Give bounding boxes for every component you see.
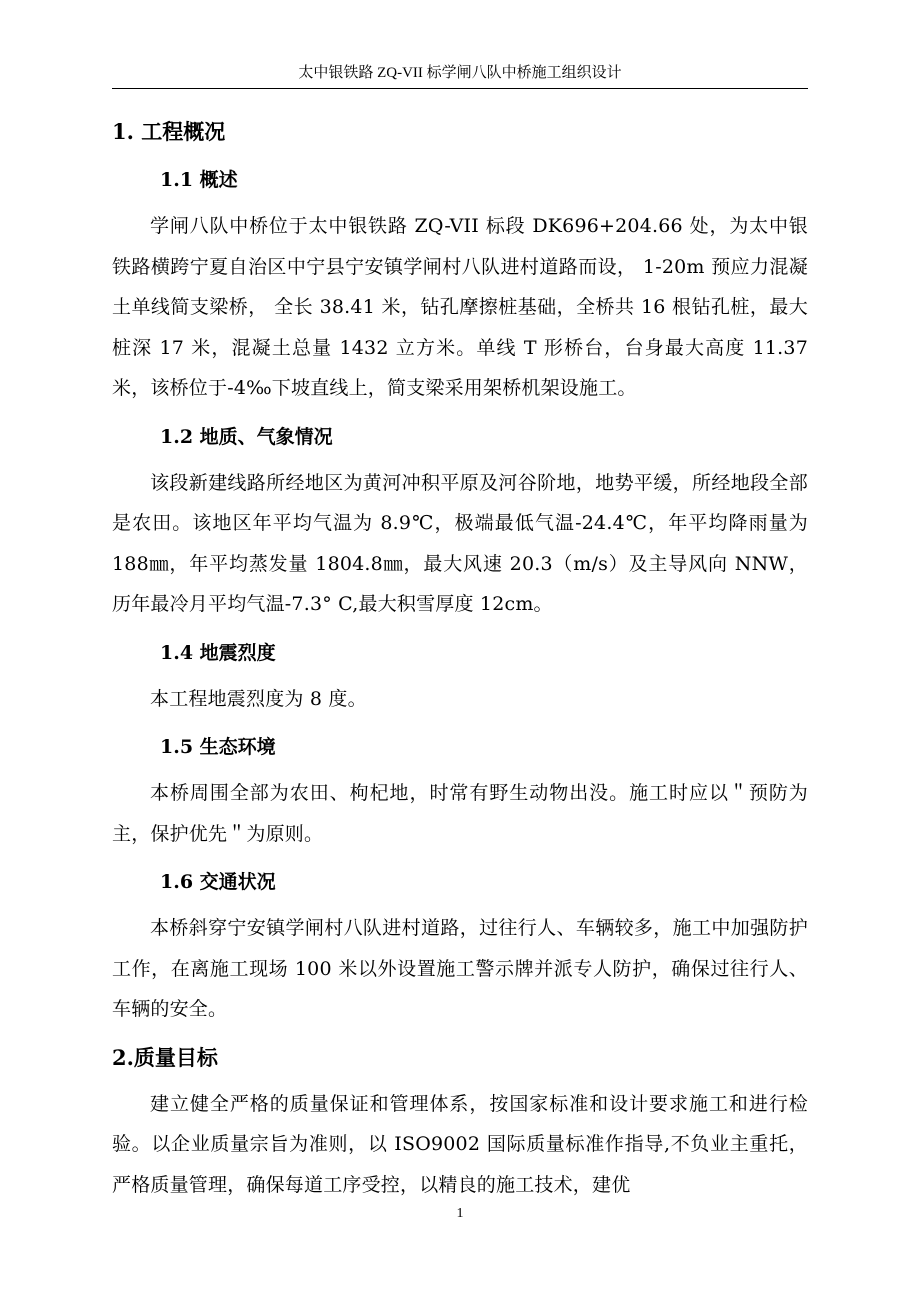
paragraph-traffic: 本桥斜穿宁安镇学闸村八队进村道路，过往行人、车辆较多，施工中加强防护工作，在离施工现场 100 米以外设置施工警示牌并派专人防护，确保过往行人、车辆的安全。	[112, 917, 808, 1020]
heading-quality-goals: 2.质量目标	[112, 1044, 218, 1070]
heading-traffic: 1.6 交通状况	[160, 871, 276, 893]
paragraph-geology-climate: 该段新建线路所经地区为黄河冲积平原及河谷阶地，地势平缓，所经地段全部是农田。该地区年平均气温为 8.9℃，极端最低气温-24.4℃，年平均降雨量为 188㎜，年平均蒸发量 1804.8㎜，最大风速 20.3（m/s）及主导风向 NNW，历年最冷月平均气温-7.3° C,最大积雪厚度 12cm。	[112, 471, 808, 615]
heading-seismic-intensity: 1.4 地震烈度	[160, 641, 276, 664]
page-number: 1	[456, 1206, 464, 1221]
heading-overview: 1.1 概述	[160, 169, 238, 191]
paragraph-quality-goals: 建立健全严格的质量保证和管理体系，按国家标准和设计要求施工和进行检验。以企业质量宗旨为准则，以 ISO9002 国际质量标准作指导,不负业主重托，严格质量管理，确保每道工序受控，以精良的施工技术，建优	[112, 1092, 808, 1196]
header-rule	[112, 88, 808, 89]
heading-engineering-overview: 1. 工程概况	[112, 119, 226, 144]
paragraph-overview: 学闸八队中桥位于太中银铁路 ZQ-VII 标段 DK696+204.66 处，为太中银铁路横跨宁夏自治区中宁县宁安镇学闸村八队进村道路而设， 1-20m 预应力混凝土单线简支梁桥， 全长 38.41 米，钻孔摩擦桩基础，全桥共 16 根钻孔桩，最大桩深 17 米，混凝土总量 1432 立方米。单线 T 形桥台，台身最大高度 11.37 米，该桥位于-4‰下坡直线上，简支梁采用架桥机架设施工。	[112, 215, 808, 399]
document-body	[112, 108, 808, 1209]
heading-geology-climate: 1.2 地质、气象情况	[160, 425, 333, 448]
paragraph-seismic-intensity: 本工程地震烈度为 8 度。	[150, 687, 367, 710]
heading-ecology: 1.5 生态环境	[160, 736, 276, 758]
paragraph-ecology: 本桥周围全部为农田、枸杞地，时常有野生动物出没。施工时应以＂预防为主，保护优先＂为原则。	[112, 782, 808, 845]
page-header: 太中银铁路 ZQ-VII 标学闸八队中桥施工组织设计	[298, 65, 622, 81]
